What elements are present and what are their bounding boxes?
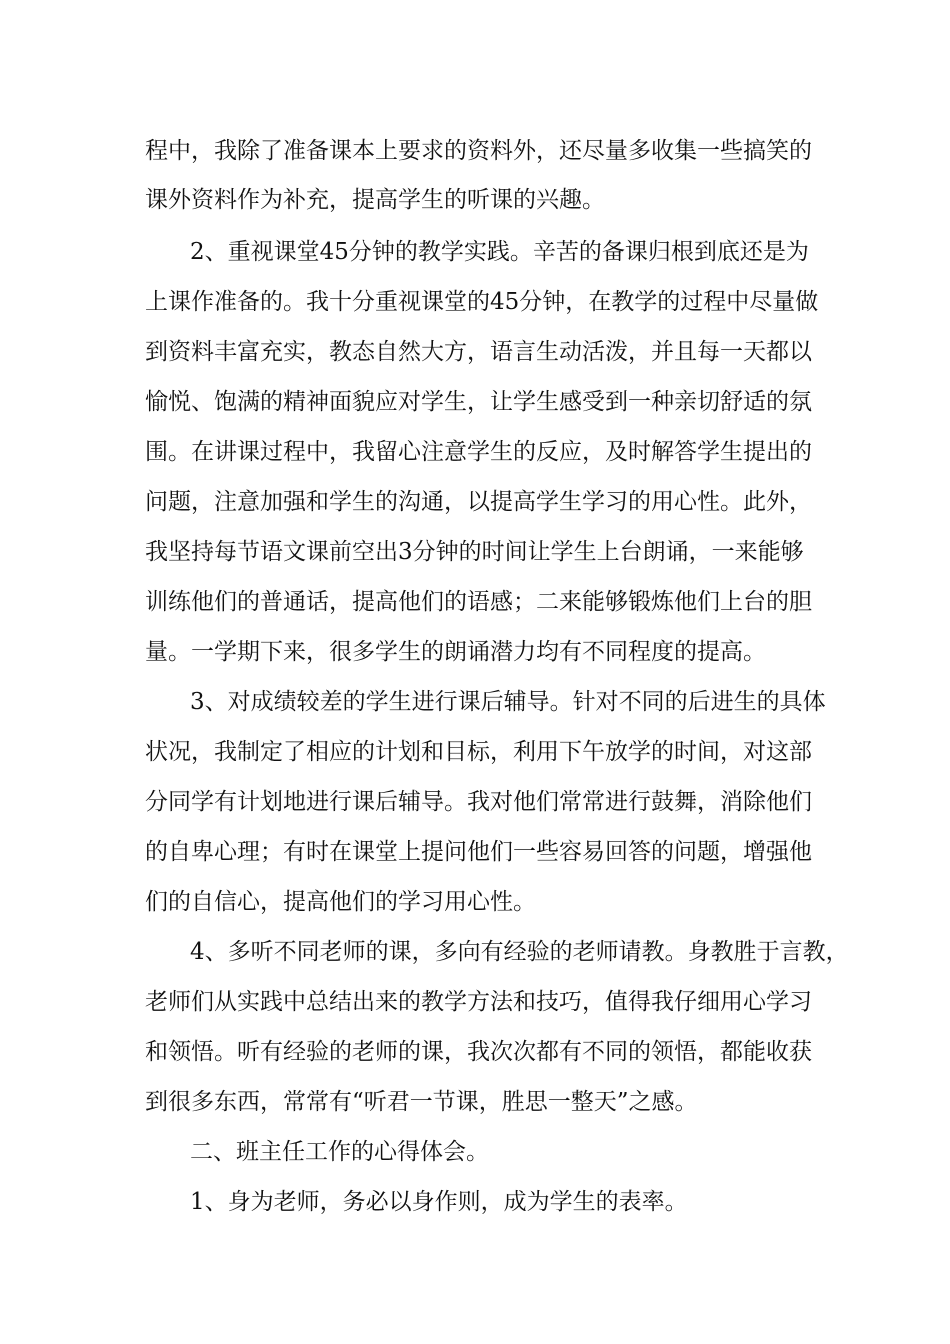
text-line: 训练他们的普通话，提高他们的语感；二来能够锻炼他们上台的胆 (145, 589, 812, 615)
text-line: 课外资料作为补充，提高学生的听课的兴趣。 (145, 187, 605, 213)
text-line: 老师们从实践中总结出来的教学方法和技巧，值得我仔细用心学习 (145, 989, 812, 1015)
text-line: 愉悦、饱满的精神面貌应对学生，让学生感受到一种亲切舒适的氛 (145, 389, 812, 415)
text-line: 程中，我除了准备课本上要求的资料外，还尽量多收集一些搞笑的 (145, 138, 812, 164)
text-line: 2、重视课堂45分钟的教学实践。辛苦的备课归根到底还是为 (190, 239, 809, 265)
text-line: 和领悟。听有经验的老师的课，我次次都有不同的领悟，都能收获 (145, 1039, 812, 1065)
text-line: 到很多东西，常常有“听君一节课，胜思一整天”之感。 (145, 1089, 698, 1115)
text-line: 上课作准备的。我十分重视课堂的45分钟，在教学的过程中尽量做 (145, 289, 819, 315)
text-line: 分同学有计划地进行课后辅导。我对他们常常进行鼓舞，消除他们 (145, 789, 812, 815)
text-line: 们的自信心，提高他们的学习用心性。 (145, 889, 536, 915)
text-line: 3、对成绩较差的学生进行课后辅导。针对不同的后进生的具体 (190, 689, 826, 715)
text-line: 我坚持每节语文课前空出3分钟的时间让学生上台朗诵，一来能够 (145, 539, 804, 565)
text-line: 4、多听不同老师的课，多向有经验的老师请教。身教胜于言教， (190, 939, 849, 965)
section-heading: 二、班主任工作的心得体会。 (190, 1139, 489, 1165)
text-line: 量。一学期下来，很多学生的朗诵潜力均有不同程度的提高。 (145, 639, 766, 665)
text-line: 的自卑心理；有时在课堂上提问他们一些容易回答的问题，增强他 (145, 839, 812, 865)
text-line: 状况，我制定了相应的计划和目标，利用下午放学的时间，对这部 (145, 739, 812, 765)
text-line: 问题，注意加强和学生的沟通，以提高学生学习的用心性。此外， (145, 489, 812, 515)
text-line: 1、身为老师，务必以身作则，成为学生的表率。 (190, 1189, 688, 1215)
text-line: 到资料丰富充实，教态自然大方，语言生动活泼，并且每一天都以 (145, 339, 812, 365)
text-line: 围。在讲课过程中，我留心注意学生的反应，及时解答学生提出的 (145, 439, 812, 465)
